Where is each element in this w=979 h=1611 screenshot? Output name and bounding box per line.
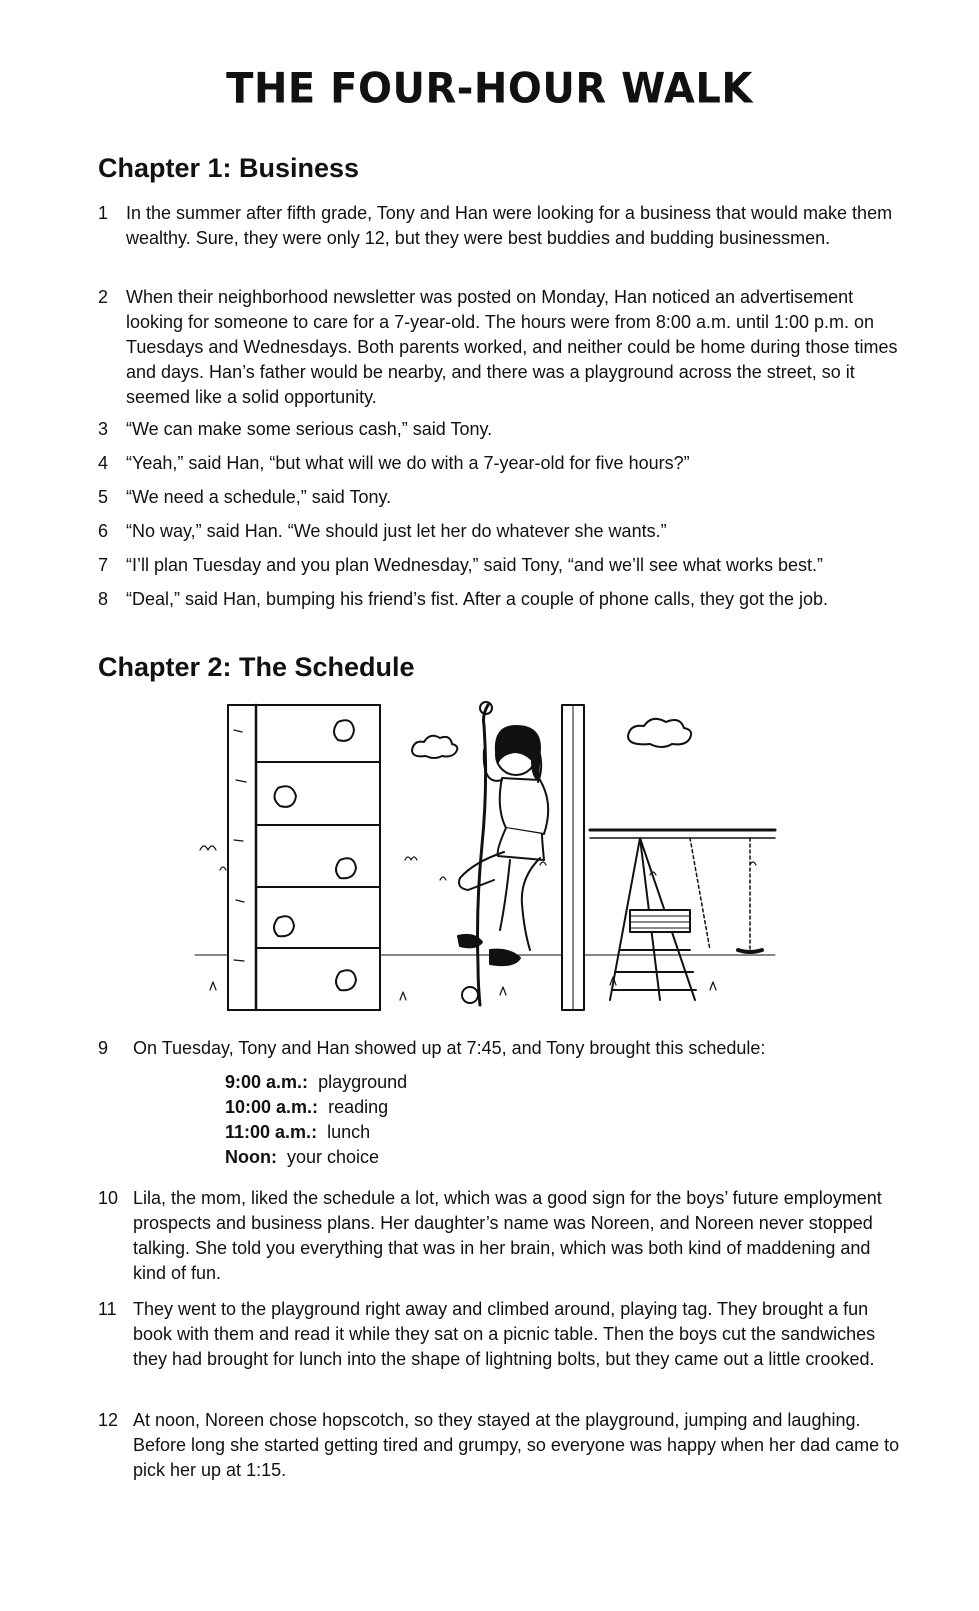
schedule-row bbox=[225, 1120, 407, 1145]
page-title: THE FOUR-HOUR WALK bbox=[226, 64, 753, 114]
paragraph-number: 7 bbox=[98, 555, 109, 575]
paragraph-number: 9 bbox=[98, 1038, 109, 1058]
paragraph-number: 11 bbox=[98, 1299, 117, 1319]
paragraph-text: “No way,” said Han. “We should just let her do whatever she wants.” bbox=[126, 521, 667, 541]
paragraph bbox=[98, 587, 908, 612]
paragraph-text: “Yeah,” said Han, “but what will we do with a 7-year-old for five hours?” bbox=[126, 453, 690, 473]
paragraph bbox=[98, 451, 908, 476]
paragraph bbox=[98, 285, 908, 410]
schedule-time: Noon: bbox=[225, 1147, 277, 1167]
schedule-activity: lunch bbox=[327, 1122, 371, 1142]
paragraph bbox=[98, 519, 908, 544]
schedule-activity: reading bbox=[328, 1097, 389, 1117]
playground-illustration bbox=[190, 700, 780, 1015]
schedule-activity: playground bbox=[318, 1072, 408, 1092]
paragraph bbox=[98, 1408, 908, 1483]
paragraph-number: 6 bbox=[98, 521, 109, 541]
chapter-1-heading: Chapter 1: Business bbox=[98, 153, 360, 183]
paragraph-number: 3 bbox=[98, 419, 109, 439]
paragraph bbox=[98, 485, 908, 510]
paragraph-text: “We need a schedule,” said Tony. bbox=[126, 487, 392, 507]
schedule-time: 9:00 a.m.: bbox=[225, 1072, 309, 1092]
paragraph bbox=[98, 201, 908, 251]
paragraph bbox=[98, 1186, 908, 1286]
paragraph-text: “I’ll plan Tuesday and you plan Wednesday,” said Tony, “and we’ll see what works best.” bbox=[126, 555, 824, 575]
paragraph-number: 5 bbox=[98, 487, 109, 507]
schedule-list bbox=[225, 1070, 407, 1170]
paragraph-text: In the summer after fifth grade, Tony and Han were looking for a business that would make them wealthy. Sure, they were only 12, but they were best buddies and budding businessmen. bbox=[126, 203, 893, 248]
paragraph-text: Lila, the mom, liked the schedule a lot, which was a good sign for the boys’ future employment prospects and business plans. Her daughter’s name was Noreen, and Noreen never stopped talking. She told you everything that was in her brain, which was both kind of maddening and kind of fun. bbox=[133, 1188, 882, 1283]
paragraph-text: On Tuesday, Tony and Han showed up at 7:45, and Tony brought this schedule: bbox=[133, 1038, 766, 1058]
schedule-row bbox=[225, 1095, 407, 1120]
paragraph-number: 10 bbox=[98, 1188, 119, 1208]
paragraph-number: 1 bbox=[98, 203, 109, 223]
paragraph bbox=[98, 417, 908, 442]
schedule-row bbox=[225, 1145, 407, 1170]
schedule-time: 10:00 a.m.: bbox=[225, 1097, 319, 1117]
paragraph bbox=[98, 1297, 908, 1372]
schedule-time: 11:00 a.m.: bbox=[225, 1122, 318, 1142]
schedule-row bbox=[225, 1070, 407, 1095]
paragraph bbox=[98, 1036, 908, 1061]
paragraph-text: “Deal,” said Han, bumping his friend’s fist. After a couple of phone calls, they got the job. bbox=[126, 589, 829, 609]
paragraph-text: At noon, Noreen chose hopscotch, so they stayed at the playground, jumping and laughing. Before long she started getting tired and grumpy, so everyone was happy when her dad came to pick her up at 1:15. bbox=[133, 1410, 900, 1480]
chapter-2-heading: Chapter 2: The Schedule bbox=[98, 652, 415, 682]
paragraph-text: They went to the playground right away and climbed around, playing tag. They brought a fun book with them and read it while they sat on a picnic table. Then the boys cut the sandwiches they had brought for lunch into the shape of lightning bolts, but they came out a little crooked. bbox=[133, 1299, 876, 1369]
paragraph-text: “We can make some serious cash,” said Tony. bbox=[126, 419, 493, 439]
schedule-activity: your choice bbox=[287, 1147, 380, 1167]
paragraph-number: 12 bbox=[98, 1410, 119, 1430]
paragraph bbox=[98, 553, 908, 578]
paragraph-number: 2 bbox=[98, 287, 109, 307]
paragraph-text: When their neighborhood newsletter was posted on Monday, Han noticed an advertisement looking for someone to care for a 7-year-old. The hours were from 8:00 a.m. until 1:00 p.m. on Tuesdays and Wednesdays. Both parents worked, and neither could be home during those times and days. Han’s father would be nearby, and there was a playground across the street, so it seemed like a solid opportunity. bbox=[126, 287, 898, 407]
paragraph-number: 8 bbox=[98, 589, 109, 609]
paragraph-number: 4 bbox=[98, 453, 109, 473]
